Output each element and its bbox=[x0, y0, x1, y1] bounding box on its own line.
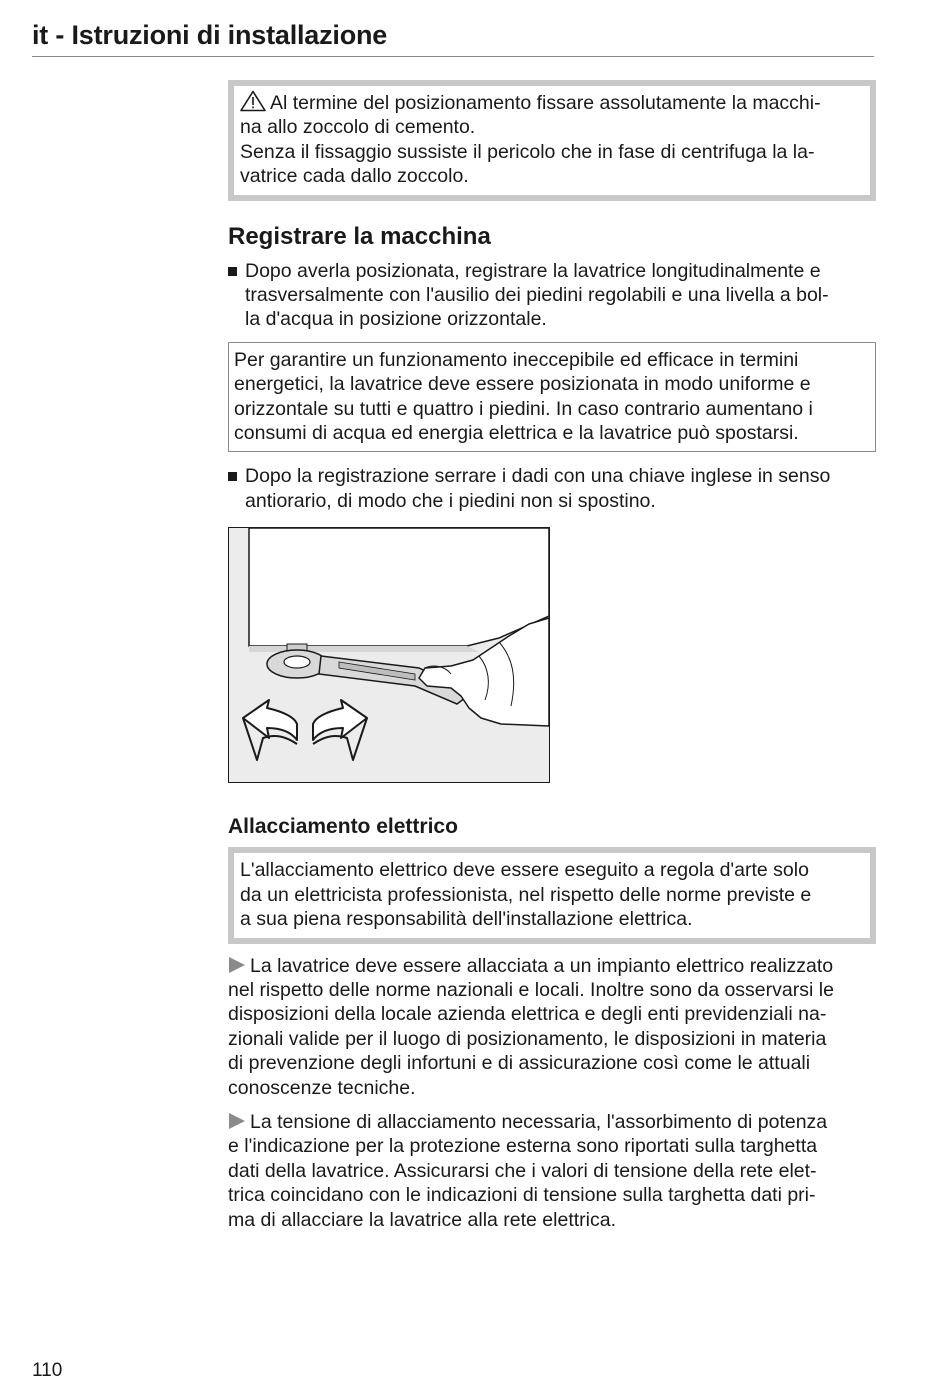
instruction-line: trica coincidano con le indicazioni di tensione sulla targhetta dati pri- bbox=[228, 1184, 816, 1207]
wrench-illustration bbox=[228, 527, 550, 783]
bullet-item bbox=[228, 259, 876, 332]
triangle-arrow-icon bbox=[228, 1112, 246, 1130]
wrench-drawing bbox=[229, 528, 549, 782]
page-header bbox=[32, 20, 874, 57]
note-line: energetici, la lavatrice deve essere posizionata in modo uniforme e bbox=[234, 373, 811, 396]
note-line: Per garantire un funzionamento ineccepibile ed efficace in termini bbox=[234, 348, 799, 371]
page-number: 110 bbox=[32, 1360, 63, 1381]
note-line: orizzontale su tutti e quattro i piedini. In caso contrario aumentano i bbox=[234, 397, 813, 420]
section-heading-allacciamento: Allacciamento elettrico bbox=[228, 815, 458, 839]
warning-line: vatrice cada dallo zoccolo. bbox=[240, 165, 469, 188]
bullet-square-icon bbox=[228, 472, 237, 481]
bullet-line: la d'acqua in posizione orizzontale. bbox=[245, 308, 547, 331]
bullet-line: antiorario, di modo che i piedini non si spostino. bbox=[245, 489, 656, 512]
warning-line: L'allacciamento elettrico deve essere eseguito a regola d'arte solo bbox=[240, 859, 809, 882]
triangle-arrow-icon bbox=[228, 956, 246, 974]
instruction-line: La tensione di allacciamento necessaria, l'assorbimento di potenza bbox=[228, 1110, 876, 1134]
instruction-line: ma di allacciare la lavatrice alla rete elettrica. bbox=[228, 1208, 617, 1231]
warning-line: Senza il fissaggio sussiste il pericolo che in fase di centrifuga la la- bbox=[240, 140, 815, 163]
warning-line: na allo zoccolo di cemento. bbox=[240, 116, 476, 139]
bullet-item bbox=[228, 464, 876, 513]
bullet-line: Dopo averla posizionata, registrare la lavatrice longitudinalmente e bbox=[245, 259, 821, 282]
main-content bbox=[228, 80, 876, 1232]
bullet-square-icon bbox=[228, 267, 237, 276]
instruction-line: nel rispetto delle norme nazionali e locali. Inoltre sono da osservarsi le bbox=[228, 978, 834, 1001]
safety-warning-box bbox=[228, 80, 876, 201]
section-heading-registrare: Registrare la macchina bbox=[228, 222, 491, 250]
instruction-line: La lavatrice deve essere allacciata a un impianto elettrico realizzato bbox=[228, 954, 876, 978]
instruction-line: di prevenzione degli infortuni e di assicurazione così come le attuali bbox=[228, 1052, 811, 1075]
warning-triangle-icon bbox=[240, 90, 266, 112]
warning-line: a sua piena responsabilità dell'installazione elettrica. bbox=[240, 908, 693, 931]
instruction-item bbox=[228, 954, 876, 1100]
note-box bbox=[228, 342, 876, 453]
instruction-line: dati della lavatrice. Assicurarsi che i valori di tensione della rete elet- bbox=[228, 1159, 817, 1182]
warning-line: da un elettricista professionista, nel rispetto delle norme previste e bbox=[240, 883, 812, 906]
instruction-line: conoscenze tecniche. bbox=[228, 1076, 416, 1099]
bullet-line: trasversalmente con l'ausilio dei piedini regolabili e una livella a bol- bbox=[245, 284, 829, 307]
bullet-line: Dopo la registrazione serrare i dadi con una chiave inglese in senso bbox=[245, 465, 831, 488]
note-line: consumi di acqua ed energia elettrica e la lavatrice può spostarsi. bbox=[234, 422, 799, 445]
instruction-line: e l'indicazione per la protezione esterna sono riportati sulla targhetta bbox=[228, 1135, 818, 1158]
electrical-warning-box bbox=[228, 847, 876, 943]
instruction-line: zionali valide per il luogo di posizionamento, le disposizioni in materia bbox=[228, 1027, 827, 1050]
warning-line: Al termine del posizionamento fissare assolutamente la macchi- bbox=[240, 90, 862, 115]
instruction-item bbox=[228, 1110, 876, 1232]
instruction-line: disposizioni della locale azienda elettrica e degli enti previdenziali na- bbox=[228, 1003, 827, 1026]
page-title: it - Istruzioni di installazione bbox=[32, 20, 388, 50]
